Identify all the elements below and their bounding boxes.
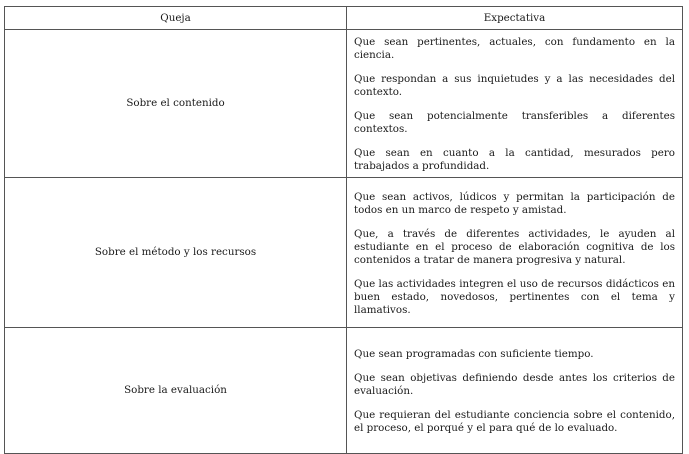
header-row: [5, 7, 683, 30]
table-row-contenido: [5, 30, 683, 178]
expectativa-cell: [347, 30, 683, 178]
table-header: [5, 7, 683, 30]
expectativa-item: Que sean programadas con suficiente tiempo.: [354, 348, 594, 360]
expectativa-cell: [347, 328, 683, 454]
table-row-evaluacion: [5, 328, 683, 454]
expectativa-item: Que respondan a sus inquietudes y a las necesidades del contexto.: [354, 73, 675, 98]
expectativa-item: Que, a través de diferentes actividades, le ayuden al estudiante en el proceso de elaboración cognitiva de los contenidos a tratar de manera progresiva y natural.: [354, 227, 675, 266]
expectativa-item: Que sean objetivas definiendo desde antes los criterios de evaluación.: [354, 372, 675, 397]
expectativa-item: Que sean potencialmente transferibles a diferentes contextos.: [354, 110, 675, 135]
table-body: [5, 30, 683, 454]
expectativa-item: Que sean pertinentes, actuales, con fundamento en la ciencia.: [354, 36, 675, 61]
expectativa-cell: [347, 178, 683, 328]
expectativa-item: Que requieran del estudiante conciencia sobre el contenido, el proceso, el porqué y el para qué de lo evaluado.: [354, 409, 675, 434]
expectativa-item: Que sean en cuanto a la cantidad, mesurados pero trabajados a profundidad.: [354, 147, 675, 172]
queja-cell: Sobre la evaluación: [5, 328, 347, 454]
expectativa-item: Que las actividades integren el uso de recursos didácticos en buen estado, novedosos, pertinentes con el tema y llamativos.: [354, 277, 675, 316]
header-queja: Queja: [5, 7, 347, 30]
expectativa-item: Que sean activos, lúdicos y permitan la participación de todos en un marco de respeto y amistad.: [354, 190, 675, 216]
queja-cell: Sobre el método y los recursos: [5, 178, 347, 328]
table-row-metodo: [5, 178, 683, 328]
queja-cell: Sobre el contenido: [5, 30, 347, 178]
queja-expectativa-table: [4, 6, 683, 454]
header-expectativa: Expectativa: [347, 7, 683, 30]
